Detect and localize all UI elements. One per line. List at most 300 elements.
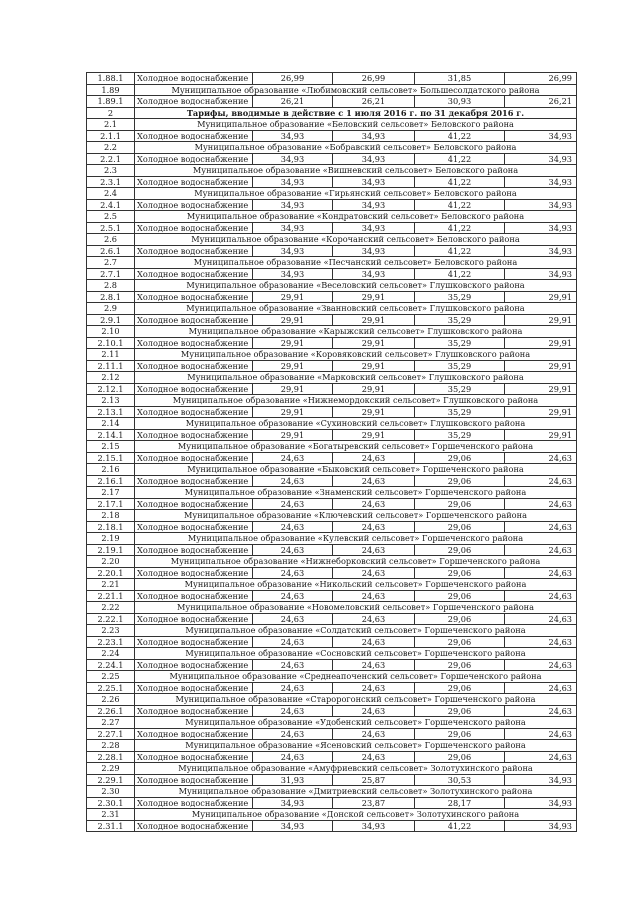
service-name: Холодное водоснабжение: [135, 774, 253, 786]
tariff-value-3: 35,29: [415, 406, 505, 418]
service-name: Холодное водоснабжение: [135, 521, 253, 533]
service-name: Холодное водоснабжение: [135, 337, 253, 349]
tariff-row: [87, 797, 577, 809]
tariff-value-2: 29,91: [333, 337, 415, 349]
municipality-name: Муниципальное образование «Вишневский сельсовет» Беловского района: [135, 165, 577, 177]
row-number: 2.26: [87, 694, 135, 706]
tariff-value-4: 24,63: [505, 613, 577, 625]
municipality-name: Муниципальное образование «Нижнеборковский сельсовет» Горшеченского района: [135, 556, 577, 568]
municipality-name: Муниципальное образование «Ключевский сельсовет» Горшеченского района: [135, 510, 577, 522]
municipality-name: Муниципальное образование «Донской сельсовет» Золотухинского района: [135, 809, 577, 821]
row-number: 2.22: [87, 602, 135, 614]
row-number: 2.10: [87, 326, 135, 338]
row-number: 2.7: [87, 257, 135, 269]
tariff-value-2: 24,63: [333, 659, 415, 671]
service-name: Холодное водоснабжение: [135, 613, 253, 625]
tariff-value-2: 24,63: [333, 521, 415, 533]
row-number: 2.12: [87, 372, 135, 384]
tariff-value-1: 34,93: [253, 130, 333, 142]
municipality-name: Муниципальное образование «Кулевский сельсовет» Горшеченского района: [135, 533, 577, 545]
tariff-value-4: 24,63: [505, 659, 577, 671]
tariff-value-3: 35,29: [415, 360, 505, 372]
service-name: Холодное водоснабжение: [135, 475, 253, 487]
row-number: 2.19.1: [87, 544, 135, 556]
tariff-value-4: 24,63: [505, 452, 577, 464]
tariff-row: [87, 383, 577, 395]
municipality-name: Муниципальное образование «Беловский сельсовет» Беловского района: [135, 119, 577, 131]
municipality-name: Муниципальное образование «Удобенский сельсовет» Горшеченского района: [135, 717, 577, 729]
row-number: 2.6.1: [87, 245, 135, 257]
municipality-name: Муниципальное образование «Знаменский сельсовет» Горшеченского района: [135, 487, 577, 499]
tariff-row: [87, 153, 577, 165]
tariff-value-2: 26,21: [333, 96, 415, 108]
row-number: 1.89.1: [87, 96, 135, 108]
tariff-value-4: 29,91: [505, 291, 577, 303]
tariff-value-1: 34,93: [253, 153, 333, 165]
tariff-value-2: 29,91: [333, 383, 415, 395]
municipality-name: Муниципальное образование «Ясеновский сельсовет» Горшеченского района: [135, 740, 577, 752]
service-name: Холодное водоснабжение: [135, 705, 253, 717]
row-number: 2.7.1: [87, 268, 135, 280]
municipality-row: [87, 671, 577, 683]
service-name: Холодное водоснабжение: [135, 222, 253, 234]
tariff-value-2: 34,93: [333, 176, 415, 188]
municipality-row: [87, 349, 577, 361]
tariff-value-1: 24,63: [253, 567, 333, 579]
tariff-value-2: 24,63: [333, 544, 415, 556]
tariff-row: [87, 590, 577, 602]
municipality-name: Муниципальное образование «Новомеловский сельсовет» Горшеченского района: [135, 602, 577, 614]
tariff-value-3: 30,53: [415, 774, 505, 786]
row-number: 1.88.1: [87, 73, 135, 85]
tariff-row: [87, 636, 577, 648]
service-name: Холодное водоснабжение: [135, 452, 253, 464]
tariff-value-1: 24,63: [253, 728, 333, 740]
tariff-value-3: 41,22: [415, 222, 505, 234]
row-number: 2.4.1: [87, 199, 135, 211]
service-name: Холодное водоснабжение: [135, 96, 253, 108]
tariff-value-4: 24,63: [505, 728, 577, 740]
tariff-row: [87, 130, 577, 142]
municipality-row: [87, 418, 577, 430]
row-number: 2.5: [87, 211, 135, 223]
tariff-value-4: 34,93: [505, 176, 577, 188]
municipality-name: Муниципальное образование «Дмитриевский сельсовет» Золотухинского района: [135, 786, 577, 798]
tariff-value-2: 29,91: [333, 429, 415, 441]
municipality-row: [87, 188, 577, 200]
service-name: Холодное водоснабжение: [135, 314, 253, 326]
tariff-row: [87, 222, 577, 234]
municipality-name: Муниципальное образование «Сосновский сельсовет» Горшеченского района: [135, 648, 577, 660]
municipality-row: [87, 326, 577, 338]
municipality-row: [87, 257, 577, 269]
row-number: 2.17.1: [87, 498, 135, 510]
tariff-value-2: 24,63: [333, 452, 415, 464]
municipality-row: [87, 372, 577, 384]
tariff-value-1: 24,63: [253, 590, 333, 602]
municipality-name: Муниципальное образование «Песчанский сельсовет» Беловского района: [135, 257, 577, 269]
tariff-value-4: 34,93: [505, 130, 577, 142]
tariff-value-3: 31,85: [415, 73, 505, 85]
tariff-value-4: 24,63: [505, 475, 577, 487]
tariff-value-1: 34,93: [253, 199, 333, 211]
tariff-value-2: 29,91: [333, 314, 415, 326]
tariff-row: [87, 245, 577, 257]
service-name: Холодное водоснабжение: [135, 268, 253, 280]
row-number: 2.16: [87, 464, 135, 476]
tariff-row: [87, 291, 577, 303]
municipality-name: Муниципальное образование «Среднеапоченский сельсовет» Горшеченского района: [135, 671, 577, 683]
tariff-value-4: 34,93: [505, 199, 577, 211]
row-number: 2.9.1: [87, 314, 135, 326]
municipality-row: [87, 142, 577, 154]
row-number: 2.24: [87, 648, 135, 660]
tariff-value-3: 29,06: [415, 613, 505, 625]
municipality-row: [87, 625, 577, 637]
row-number: 2.13.1: [87, 406, 135, 418]
tariff-value-1: 29,91: [253, 429, 333, 441]
municipality-row: [87, 395, 577, 407]
tariff-value-1: 26,21: [253, 96, 333, 108]
service-name: Холодное водоснабжение: [135, 682, 253, 694]
row-number: 2.24.1: [87, 659, 135, 671]
tariff-row: [87, 176, 577, 188]
municipality-name: Муниципальное образование «Марковский сельсовет» Глушковского района: [135, 372, 577, 384]
row-number: 2.25: [87, 671, 135, 683]
tariff-value-3: 29,06: [415, 590, 505, 602]
service-name: Холодное водоснабжение: [135, 751, 253, 763]
tariff-value-1: 29,91: [253, 314, 333, 326]
tariff-value-2: 24,63: [333, 475, 415, 487]
row-number: 2.25.1: [87, 682, 135, 694]
row-number: 2.21.1: [87, 590, 135, 602]
row-number: 2.18: [87, 510, 135, 522]
service-name: Холодное водоснабжение: [135, 728, 253, 740]
tariff-value-3: 29,06: [415, 544, 505, 556]
tariff-value-1: 26,99: [253, 73, 333, 85]
tariff-value-3: 29,06: [415, 521, 505, 533]
municipality-row: [87, 464, 577, 476]
tariff-value-4: 29,91: [505, 383, 577, 395]
municipality-row: [87, 763, 577, 775]
tariff-value-4: 24,63: [505, 636, 577, 648]
tariff-value-3: 35,29: [415, 337, 505, 349]
municipality-row: [87, 809, 577, 821]
service-name: Холодное водоснабжение: [135, 176, 253, 188]
tariff-value-3: 29,06: [415, 475, 505, 487]
tariff-value-1: 24,63: [253, 544, 333, 556]
tariff-value-2: 23,87: [333, 797, 415, 809]
tariff-value-3: 30,93: [415, 96, 505, 108]
tariff-value-3: 35,29: [415, 291, 505, 303]
tariff-row: [87, 429, 577, 441]
municipality-row: [87, 556, 577, 568]
row-number: 2.27.1: [87, 728, 135, 740]
row-number: 2.10.1: [87, 337, 135, 349]
municipality-row: [87, 717, 577, 729]
tariff-value-3: 41,22: [415, 268, 505, 280]
row-number: 2.8: [87, 280, 135, 292]
tariff-value-2: 24,63: [333, 705, 415, 717]
tariff-value-4: 34,93: [505, 268, 577, 280]
row-number: 2.20.1: [87, 567, 135, 579]
tariff-value-3: 29,06: [415, 705, 505, 717]
row-number: 2.15.1: [87, 452, 135, 464]
tariff-value-1: 24,63: [253, 452, 333, 464]
row-number: 2.17: [87, 487, 135, 499]
municipality-row: [87, 648, 577, 660]
tariff-value-3: 41,22: [415, 153, 505, 165]
row-number: 2.2: [87, 142, 135, 154]
tariff-row: [87, 751, 577, 763]
municipality-row: [87, 119, 577, 131]
tariff-row: [87, 73, 577, 85]
service-name: Холодное водоснабжение: [135, 659, 253, 671]
municipality-name: Муниципальное образование «Богатыревский сельсовет» Горшеченского района: [135, 441, 577, 453]
service-name: Холодное водоснабжение: [135, 291, 253, 303]
municipality-row: [87, 579, 577, 591]
service-name: Холодное водоснабжение: [135, 383, 253, 395]
municipality-name: Муниципальное образование «Никольский сельсовет» Горшеченского района: [135, 579, 577, 591]
row-number: 2.14.1: [87, 429, 135, 441]
service-name: Холодное водоснабжение: [135, 73, 253, 85]
tariff-value-1: 24,63: [253, 705, 333, 717]
tariff-row: [87, 498, 577, 510]
tariff-value-4: 24,63: [505, 751, 577, 763]
service-name: Холодное водоснабжение: [135, 360, 253, 372]
tariff-value-4: 24,63: [505, 567, 577, 579]
row-number: 2.9: [87, 303, 135, 315]
tariff-row: [87, 774, 577, 786]
tariff-value-1: 29,91: [253, 337, 333, 349]
municipality-name: Муниципальное образование «Любимовский сельсовет» Большесолдатского района: [135, 84, 577, 96]
row-number: 2.3: [87, 165, 135, 177]
tariff-value-4: 29,91: [505, 429, 577, 441]
service-name: Холодное водоснабжение: [135, 567, 253, 579]
tariff-value-4: 24,63: [505, 705, 577, 717]
tariff-value-3: 28,17: [415, 797, 505, 809]
tariff-value-2: 24,63: [333, 728, 415, 740]
row-number: 2.26.1: [87, 705, 135, 717]
row-number: 2.8.1: [87, 291, 135, 303]
row-number: 2.6: [87, 234, 135, 246]
tariff-value-1: 31,93: [253, 774, 333, 786]
municipality-name: Муниципальное образование «Сухиновский сельсовет» Глушковского района: [135, 418, 577, 430]
tariff-value-4: 24,63: [505, 682, 577, 694]
row-number: 2.29: [87, 763, 135, 775]
tariff-value-2: 34,93: [333, 268, 415, 280]
tariff-value-1: 24,63: [253, 682, 333, 694]
tariff-value-3: 41,22: [415, 130, 505, 142]
tariff-value-2: 29,91: [333, 291, 415, 303]
tariff-value-4: 26,99: [505, 73, 577, 85]
tariff-value-3: 41,22: [415, 245, 505, 257]
service-name: Холодное водоснабжение: [135, 544, 253, 556]
municipality-row: [87, 602, 577, 614]
row-number: 2.4: [87, 188, 135, 200]
tariff-value-1: 34,93: [253, 245, 333, 257]
tariff-row: [87, 452, 577, 464]
tariff-value-2: 24,63: [333, 751, 415, 763]
tariff-value-3: 41,22: [415, 820, 505, 832]
municipality-name: Муниципальное образование «Кондратовский сельсовет» Беловского района: [135, 211, 577, 223]
tariff-value-1: 24,63: [253, 636, 333, 648]
row-number: 2.5.1: [87, 222, 135, 234]
row-number: 2.23: [87, 625, 135, 637]
tariff-value-3: 35,29: [415, 429, 505, 441]
tariff-value-3: 41,22: [415, 176, 505, 188]
tariff-value-4: 26,21: [505, 96, 577, 108]
tariff-value-1: 24,63: [253, 659, 333, 671]
row-number: 2.22.1: [87, 613, 135, 625]
tariff-value-4: 34,93: [505, 774, 577, 786]
tariff-row: [87, 521, 577, 533]
service-name: Холодное водоснабжение: [135, 153, 253, 165]
tariff-table-body: [87, 73, 577, 832]
municipality-name: Муниципальное образование «Быковский сельсовет» Горшеченского района: [135, 464, 577, 476]
row-number: 2.11.1: [87, 360, 135, 372]
service-name: Холодное водоснабжение: [135, 820, 253, 832]
tariff-value-4: 24,63: [505, 590, 577, 602]
tariff-value-1: 24,63: [253, 475, 333, 487]
tariff-value-4: 34,93: [505, 820, 577, 832]
service-name: Холодное водоснабжение: [135, 199, 253, 211]
tariff-value-2: 34,93: [333, 153, 415, 165]
row-number: 2.30.1: [87, 797, 135, 809]
municipality-name: Муниципальное образование «Званновский сельсовет» Глушковского района: [135, 303, 577, 315]
tariff-value-3: 29,06: [415, 682, 505, 694]
tariff-value-2: 29,91: [333, 406, 415, 418]
tariff-row: [87, 406, 577, 418]
tariff-value-3: 29,06: [415, 728, 505, 740]
tariff-value-2: 34,93: [333, 245, 415, 257]
tariff-row: [87, 728, 577, 740]
tariff-value-3: 29,06: [415, 636, 505, 648]
tariff-document: [86, 72, 576, 832]
tariff-value-3: 35,29: [415, 383, 505, 395]
tariff-value-1: 29,91: [253, 291, 333, 303]
row-number: 2.18.1: [87, 521, 135, 533]
tariff-value-2: 24,63: [333, 590, 415, 602]
municipality-name: Муниципальное образование «Солдатский сельсовет» Горшеченского района: [135, 625, 577, 637]
row-number: 2.13: [87, 395, 135, 407]
tariff-row: [87, 705, 577, 717]
municipality-row: [87, 234, 577, 246]
tariff-value-4: 24,63: [505, 521, 577, 533]
row-number: 2.11: [87, 349, 135, 361]
tariff-value-2: 34,93: [333, 199, 415, 211]
row-number: 2.1.1: [87, 130, 135, 142]
tariff-value-2: 26,99: [333, 73, 415, 85]
tariff-value-3: 29,06: [415, 751, 505, 763]
service-name: Холодное водоснабжение: [135, 429, 253, 441]
row-number: 2.29.1: [87, 774, 135, 786]
tariff-value-2: 24,63: [333, 636, 415, 648]
tariff-value-3: 29,06: [415, 659, 505, 671]
row-number: 2.14: [87, 418, 135, 430]
tariff-row: [87, 268, 577, 280]
tariff-value-4: 34,93: [505, 153, 577, 165]
municipality-name: Муниципальное образование «Корочанский сельсовет» Беловского района: [135, 234, 577, 246]
row-number: 2.16.1: [87, 475, 135, 487]
tariff-value-2: 25,87: [333, 774, 415, 786]
tariff-table: [86, 72, 577, 832]
section-heading: Тарифы, вводимые в действие с 1 июля 2016 г. по 31 декабря 2016 г.: [135, 107, 577, 119]
municipality-row: [87, 740, 577, 752]
row-number: 2.20: [87, 556, 135, 568]
tariff-value-3: 35,29: [415, 314, 505, 326]
tariff-value-4: 29,91: [505, 360, 577, 372]
tariff-value-4: 24,63: [505, 498, 577, 510]
tariff-value-1: 29,91: [253, 360, 333, 372]
tariff-row: [87, 360, 577, 372]
tariff-value-4: 34,93: [505, 222, 577, 234]
service-name: Холодное водоснабжение: [135, 245, 253, 257]
tariff-value-4: 29,91: [505, 337, 577, 349]
tariff-row: [87, 475, 577, 487]
tariff-row: [87, 337, 577, 349]
tariff-value-2: 34,93: [333, 820, 415, 832]
row-number: 2.3.1: [87, 176, 135, 188]
tariff-row: [87, 567, 577, 579]
tariff-value-2: 24,63: [333, 567, 415, 579]
municipality-name: Муниципальное образование «Коровяковский сельсовет» Глушковского района: [135, 349, 577, 361]
tariff-value-2: 34,93: [333, 222, 415, 234]
tariff-value-2: 24,63: [333, 498, 415, 510]
tariff-value-3: 29,06: [415, 567, 505, 579]
tariff-value-2: 29,91: [333, 360, 415, 372]
municipality-row: [87, 533, 577, 545]
municipality-name: Муниципальное образование «Старорогонский сельсовет» Горшеченского района: [135, 694, 577, 706]
tariff-value-3: 41,22: [415, 199, 505, 211]
row-number: 2.19: [87, 533, 135, 545]
row-number: 2.28.1: [87, 751, 135, 763]
tariff-row: [87, 314, 577, 326]
tariff-row: [87, 820, 577, 832]
tariff-value-1: 24,63: [253, 498, 333, 510]
row-number: 2.21: [87, 579, 135, 591]
row-number: 2.15: [87, 441, 135, 453]
tariff-value-4: 29,91: [505, 314, 577, 326]
municipality-name: Муниципальное образование «Гирьянский сельсовет» Беловского района: [135, 188, 577, 200]
service-name: Холодное водоснабжение: [135, 797, 253, 809]
tariff-row: [87, 659, 577, 671]
tariff-value-1: 34,93: [253, 268, 333, 280]
tariff-value-4: 29,91: [505, 406, 577, 418]
municipality-row: [87, 694, 577, 706]
tariff-value-2: 24,63: [333, 682, 415, 694]
tariff-value-1: 34,93: [253, 176, 333, 188]
municipality-row: [87, 510, 577, 522]
tariff-value-2: 34,93: [333, 130, 415, 142]
service-name: Холодное водоснабжение: [135, 130, 253, 142]
tariff-value-1: 24,63: [253, 521, 333, 533]
tariff-value-1: 34,93: [253, 222, 333, 234]
tariff-value-1: 24,63: [253, 751, 333, 763]
tariff-value-3: 29,06: [415, 498, 505, 510]
municipality-name: Муниципальное образование «Бобравский сельсовет» Беловского района: [135, 142, 577, 154]
row-number: 2.28: [87, 740, 135, 752]
tariff-value-4: 34,93: [505, 797, 577, 809]
row-number: 2.27: [87, 717, 135, 729]
service-name: Холодное водоснабжение: [135, 498, 253, 510]
municipality-row: [87, 280, 577, 292]
municipality-name: Муниципальное образование «Нижнемордокский сельсовет» Глушковского района: [135, 395, 577, 407]
tariff-row: [87, 682, 577, 694]
row-number: 2.1: [87, 119, 135, 131]
tariff-value-1: 29,91: [253, 383, 333, 395]
tariff-value-1: 24,63: [253, 613, 333, 625]
